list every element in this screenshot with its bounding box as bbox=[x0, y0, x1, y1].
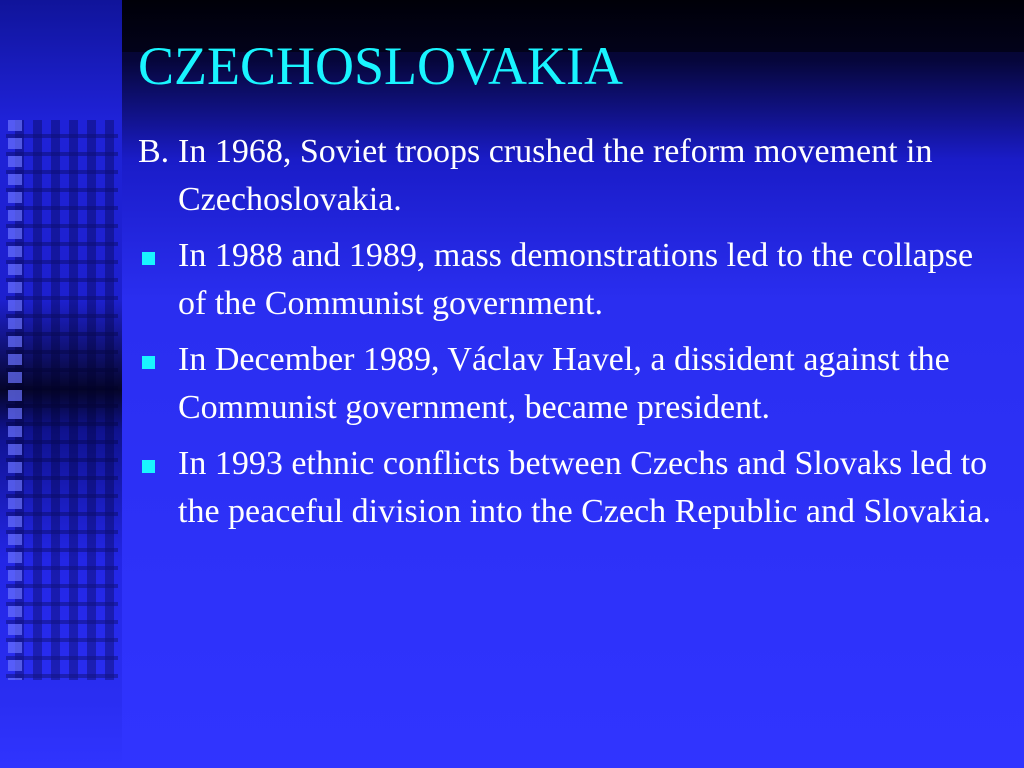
slide-title: CZECHOSLOVAKIA bbox=[138, 36, 624, 96]
slide-body bbox=[138, 128, 1008, 544]
list-item bbox=[138, 232, 1008, 328]
decorative-left-strip bbox=[0, 0, 122, 768]
list-item bbox=[138, 440, 1008, 536]
decorative-square-pattern bbox=[8, 120, 22, 680]
square-bullet-icon bbox=[138, 440, 178, 488]
list-item bbox=[138, 336, 1008, 432]
list-item-text: In 1988 and 1989, mass demonstrations led to the collapse of the Communist government. bbox=[178, 237, 974, 322]
list-item-text: In December 1989, Václav Havel, a dissident against the Communist government, became president. bbox=[178, 341, 950, 426]
decorative-grid-pattern bbox=[6, 120, 118, 680]
square-bullet-icon bbox=[138, 336, 178, 384]
list-item-text: In 1968, Soviet troops crushed the reform movement in Czechoslovakia. bbox=[178, 133, 933, 218]
list-item-text: In 1993 ethnic conflicts between Czechs and Slovaks led to the peaceful division into the Czech Republic and Slovakia. bbox=[178, 445, 991, 530]
item-letter-label: B. bbox=[138, 133, 170, 170]
list-item-b bbox=[138, 128, 1008, 224]
square-bullet-icon bbox=[138, 232, 178, 280]
